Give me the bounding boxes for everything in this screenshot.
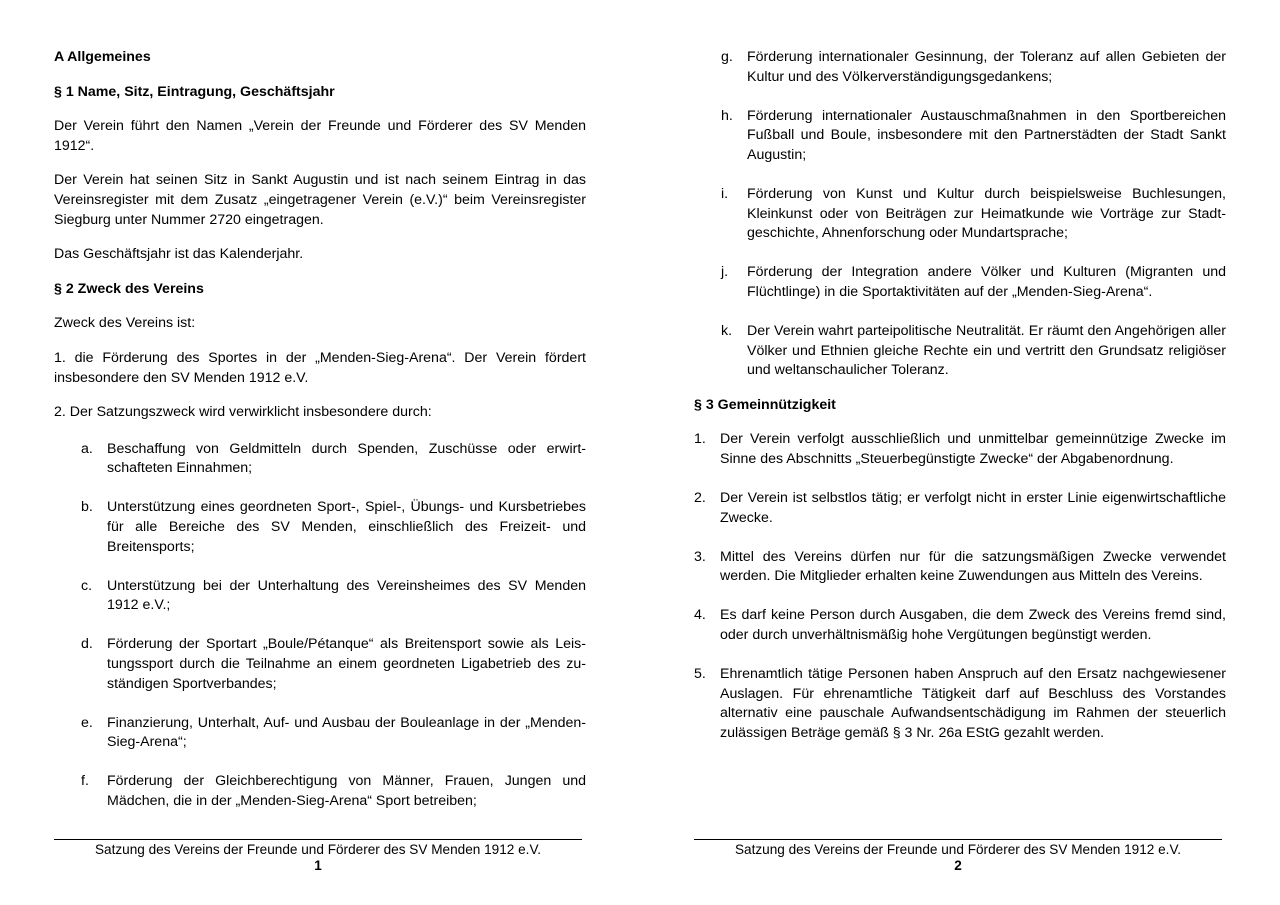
list-item <box>54 577 586 616</box>
lettered-list <box>54 440 586 812</box>
list-marker: 5. <box>694 666 706 683</box>
list-marker: 4. <box>694 607 706 624</box>
list-item-text: Förderung von Kunst und Kultur durch beispielsweise Buchlesungen, Kleinkunst oder von Beiträgen zur Heimatkunde wie Vorträge zur Stadtgeschichte, Ahnenforschung oder Mundartsprache; <box>747 185 1226 242</box>
list-item <box>694 322 1226 381</box>
list-item <box>694 489 1226 528</box>
list-marker: k. <box>721 322 733 339</box>
list-item-text: Finanzierung, Unterhalt, Auf- und Ausbau der Bouleanlage in der „Menden-Sieg-Arena“; <box>107 714 586 751</box>
list-item-text: Förderung der Gleichberechtigung von Männer, Frauen, Jungen und Mädchen, die in der „Menden-Sieg-Arena“ Sport betreiben; <box>107 773 586 809</box>
list-item <box>694 107 1226 166</box>
page-2 <box>640 0 1280 905</box>
section-heading-paragraph-1: § 1 Name, Sitz, Eintragung, Geschäftsjahr <box>54 83 335 100</box>
list-marker: a. <box>81 440 93 457</box>
list-item <box>694 606 1226 645</box>
page-1-content <box>54 48 586 831</box>
paragraph-sitz: Der Verein hat seinen Sitz in Sankt Augustin und ist nach seinem Eintrag in das Vereinsregister mit dem Zusatz „eingetragener Verein (e.V.)“ beim Vereinsregister Siegburg unter Nummer 2720 eingetragen. <box>54 172 586 228</box>
page-footer <box>694 839 1222 874</box>
page-2-content <box>694 48 1226 763</box>
list-item-text: Förderung internationaler Austauschmaßnahmen in den Sportbereichen Fußball und Boule, insbesondere mit den Partnerstädten der Stadt Sankt Augustin; <box>747 107 1226 163</box>
list-item <box>694 430 1226 469</box>
list-item <box>694 185 1226 244</box>
list-item <box>694 48 1226 87</box>
lettered-list-continued <box>694 48 1226 381</box>
list-marker: j. <box>721 264 729 281</box>
footer-text: Satzung des Vereins der Freunde und Förderer des SV Menden 1912 e.V. <box>94 842 542 857</box>
list-marker: i. <box>721 185 729 202</box>
paragraph-zweck-intro: Zweck des Vereins ist: <box>54 315 196 332</box>
list-marker: f. <box>81 773 89 790</box>
section-heading-allgemeines: A Allgemeines <box>54 49 151 65</box>
list-item-text: Ehrenamtlich tätige Personen haben Anspruch auf den Ersatz nachgewiesener Auslagen. Für ehrenamtliche Tätigkeit darf auf Beschluss des Vorstandes alternativ eine pauschale Aufwandsentschädigung im Rahmen der steuerlich zulässigen Beträge gemäß § 3 Nr. 26a EStG gezahlt werden. <box>720 666 1226 741</box>
list-item <box>54 498 586 557</box>
page-footer <box>54 839 582 874</box>
list-item-text: Beschaffung von Geldmitteln durch Spenden, Zuschüsse oder erwirtschafteten Einnahmen; <box>107 440 586 477</box>
list-item-text: Der Verein verfolgt ausschließlich und unmittelbar gemeinnützige Zwecke im Sinne des Abschnitts „Steuerbegünstigte Zwecke“ der Abgabenordnung. <box>720 431 1226 467</box>
list-item-text: Förderung internationaler Gesinnung, der Toleranz auf allen Gebieten der Kultur und des Völkerverständigungsgedankens; <box>747 49 1226 85</box>
list-item-text: Der Verein ist selbstlos tätig; er verfolgt nicht in erster Linie eigenwirtschaftliche Zwecke. <box>720 490 1226 526</box>
list-marker: 2. <box>694 490 706 506</box>
list-marker: d. <box>81 636 93 653</box>
paragraph-geschaeftsjahr: Das Geschäftsjahr ist das Kalenderjahr. <box>54 246 304 263</box>
list-item <box>694 665 1226 743</box>
list-item <box>54 714 586 753</box>
list-item-text: Der Verein wahrt parteipolitische Neutralität. Er räumt den Angehörigen aller Völker und Ethnien gleiche Rechte ein und vertritt den Grundsatz religiöser und weltanschaulicher Toleranz. <box>747 322 1226 379</box>
list-item-text: Unterstützung bei der Unterhaltung des Vereinsheimes des SV Menden 1912 e.V.; <box>107 577 586 614</box>
list-marker: h. <box>721 107 733 124</box>
list-marker: c. <box>81 577 93 594</box>
footer-rule <box>694 839 1222 840</box>
list-item-text: Es darf keine Person durch Ausgaben, die dem Zweck des Vereins fremd sind, oder durch unverhältnismäßig hohe Vergütungen begünstigt werden. <box>720 607 1226 643</box>
list-marker: 3. <box>694 548 706 565</box>
numbered-list <box>694 430 1226 743</box>
section-heading-paragraph-3: § 3 Gemeinnützigkeit <box>694 396 836 413</box>
list-marker: b. <box>81 499 93 516</box>
list-item-text: Mittel des Vereins dürfen nur für die satzungsmäßigen Zwecke verwendet werden. Die Mitglieder erhalten keine Zuwendungen aus Mitteln des Vereins. <box>720 548 1226 585</box>
list-item <box>54 635 586 694</box>
list-marker: 1. <box>694 431 706 448</box>
page-number: 1 <box>314 858 322 873</box>
footer-rule <box>54 839 582 840</box>
list-marker: e. <box>81 714 93 731</box>
list-item <box>694 263 1226 302</box>
list-item-text: Unterstützung eines geordneten Sport-, Spiel-, Übungs- und Kursbetriebes für alle Bereiche des SV Menden, einschließlich des Freizeit- und Breitensports; <box>107 499 586 555</box>
list-item <box>694 548 1226 587</box>
list-item <box>54 440 586 479</box>
list-marker: g. <box>721 49 733 65</box>
list-item <box>54 772 586 811</box>
paragraph-zweck-2: 2. Der Satzungszweck wird verwirklicht insbesondere durch: <box>54 404 432 421</box>
footer-text: Satzung des Vereins der Freunde und Förderer des SV Menden 1912 e.V. <box>734 842 1182 857</box>
page-number: 2 <box>954 858 962 873</box>
list-item-text: Förderung der Sportart „Boule/Pétanque“ als Breitensport sowie als Leistungssport durch die Teilnahme an einem geordneten Ligabetrieb des zuständigen Sportverbandes; <box>107 636 586 692</box>
paragraph-zweck-1: 1. die Förderung des Sportes in der „Menden-Sieg-Arena“. Der Verein fördert insbesondere den SV Menden 1912 e.V. <box>54 349 586 386</box>
section-heading-paragraph-2: § 2 Zweck des Vereins <box>54 280 204 297</box>
list-item-text: Förderung der Integration andere Völker und Kulturen (Migranten und Flüchtlinge) in die Sportaktivitäten auf der „Menden-Sieg-Arena“. <box>747 264 1226 300</box>
paragraph-name: Der Verein führt den Namen „Verein der Freunde und Förderer des SV Menden 1912“. <box>54 118 586 154</box>
